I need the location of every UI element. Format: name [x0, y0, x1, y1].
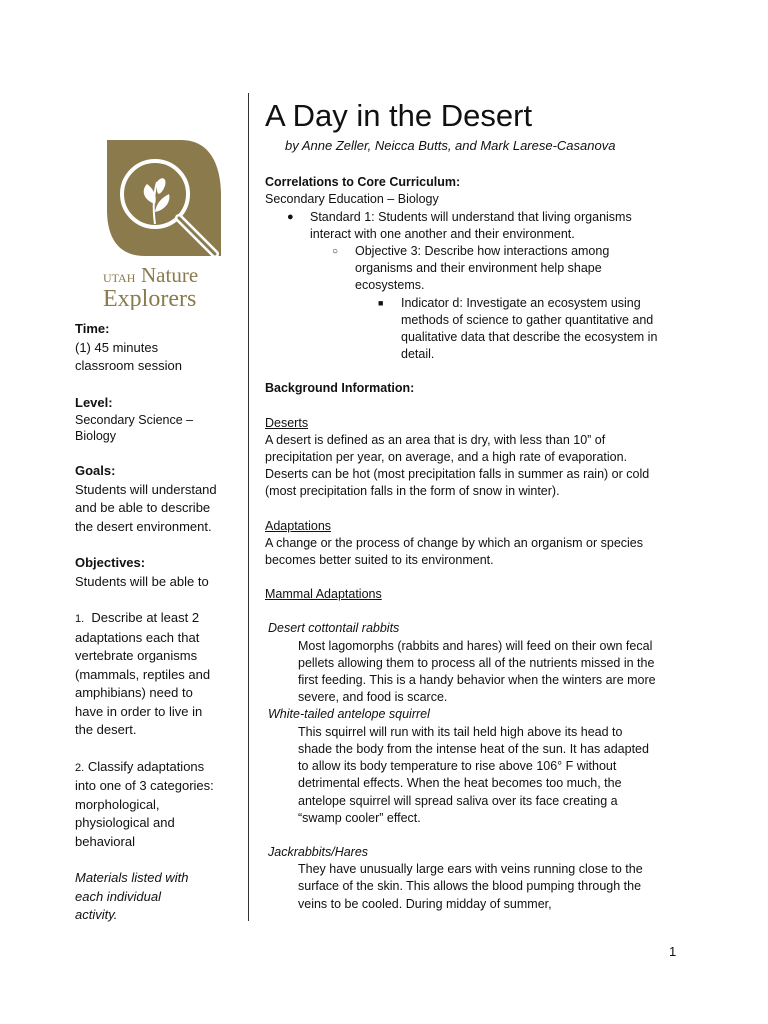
svg-text:UTAH: UTAH: [103, 271, 136, 285]
squirrel-text: This squirrel will run with its tail held high above its head to shade the body from the intense heat of the sun. It has adapted to allow its body temperature to rise above 106° F without detrimental effects. When the heat becomes too much, the antelope squirrel will spread saliva over its face creating a “swamp cooler” effect.: [298, 724, 649, 825]
jackrabbit-heading: Jackrabbits/Hares: [268, 844, 369, 859]
adaptations-heading: Adaptations: [265, 518, 332, 533]
circle-bullet-icon: ○: [332, 246, 339, 258]
rabbit-heading: Desert cottontail rabbits: [268, 621, 400, 636]
deserts-heading: Deserts: [265, 415, 309, 430]
svg-text:Explorers: Explorers: [103, 286, 197, 310]
materials-note: Materials listed with: [75, 870, 189, 885]
utah-nature-explorers-logo: [103, 140, 235, 310]
squirrel-heading: White-tailed antelope squirrel: [268, 707, 430, 722]
objective-item: ○ Objective 3: Describe how interactions among organisms and their environment help shape ecosystems.: [332, 244, 610, 293]
byline: by Anne Zeller, Neicca Butts, and Mark Larese-Casanova: [285, 138, 616, 153]
goals-heading: Goals:: [75, 463, 116, 478]
standard-item: ● Standard 1: Students will understand that living organisms interact with one another and their environment.: [287, 209, 632, 241]
mammal-adaptations-heading: Mammal Adaptations: [265, 587, 382, 602]
objective-1: 1. Describe at least 2: [75, 610, 200, 625]
main-content: A Day in the Desert by Anne Zeller, Neicca Butts, and Mark Larese-Casanova Correlations to Core Curriculum: Secondary Education – Biology ● Standard 1: Students will understand that living organisms interact with one another and their environment. ○ Objective 3: Describe how interactions among organisms and their environment help shape ecosystems. ■ Indicator d: Investigate an ecosystem using methods of science to gather quantitative and qualitative data that describe the ecosystem in detail. Background Information: Deserts A desert is defined as an area that is dry, with less than 10” of precipitation per year, on average, and a high rate of evaporation. Deserts can be hot (most precipitation falls in summer as rain) or cold (most precipitation falls in the form of snow in winter). Adaptations A change or the process of change by which an organism or species becomes better suited to its environment. Mammal Adaptations Desert cottontail rabbits Most lagomorphs (rabbits and hares) will feed on their own fecal pellets allowing them to process all of the nutrients missed in the first feeding. This is a handy behavior when the winters are more severe, and food is scarce. White-tailed antelope squirrel This squirrel will run with its tail held high above its head to shade the body from the intense heat of the sun. It has adapted to allow its body temperature to rise above 106° F without detrimental effects. When the heat becomes too much, the antelope squirrel will spread saliva over its face creating a “swamp cooler” effect. Jackrabbits/Hares They have unusually large ears with veins running close to the surface of the skin. This allows the blood pumping through the veins to be cooled. During midday of summer,: [265, 96, 685, 913]
svg-text:Nature: Nature: [141, 263, 199, 287]
objective-2: 2. Classify adaptations: [75, 758, 205, 774]
indicator-item: ■ Indicator d: Investigate an ecosystem using methods of science to gather quantitative and qualitative data that describe the ecosystem in detail.: [378, 295, 658, 362]
objectives-heading: Objectives:: [75, 555, 146, 570]
time-heading: Time:: [75, 321, 110, 336]
level-heading: Level:: [75, 394, 113, 410]
correlations-heading: Correlations to Core Curriculum:: [265, 175, 461, 190]
square-bullet-icon: ■: [378, 297, 384, 308]
rabbit-text: Most lagomorphs (rabbits and hares) will feed on their own fecal pellets allowing them to process all of the nutrients missed in the first feeding. This is a handy behavior when the winters are more severe, and food is scarce.: [298, 638, 656, 705]
page-title: A Day in the Desert: [265, 98, 533, 133]
column-divider: [248, 93, 249, 921]
page-number: 1: [669, 944, 677, 959]
bullet-icon: ●: [287, 210, 294, 223]
background-heading: Background Information:: [265, 381, 415, 396]
sidebar-info: Time: (1) 45 minutes classroom session Level: Secondary Science – Biology Goals: Students will understand and be able to describe the desert environment. Objectives: Students will be able to 1. Describe at least 2 adaptations each that vertebrate organisms (mammals, reptiles and amphibians) need to have in order to live in the desert. 2. Classify adaptations into one of 3 categories: morphological, physiological and behavioral Materials listed with each individual activity.: [75, 320, 240, 925]
jackrabbit-text: They have unusually large ears with veins running close to the surface of the skin. This allows the blood pumping through the veins to be cooled. During midday of summer,: [298, 862, 643, 911]
